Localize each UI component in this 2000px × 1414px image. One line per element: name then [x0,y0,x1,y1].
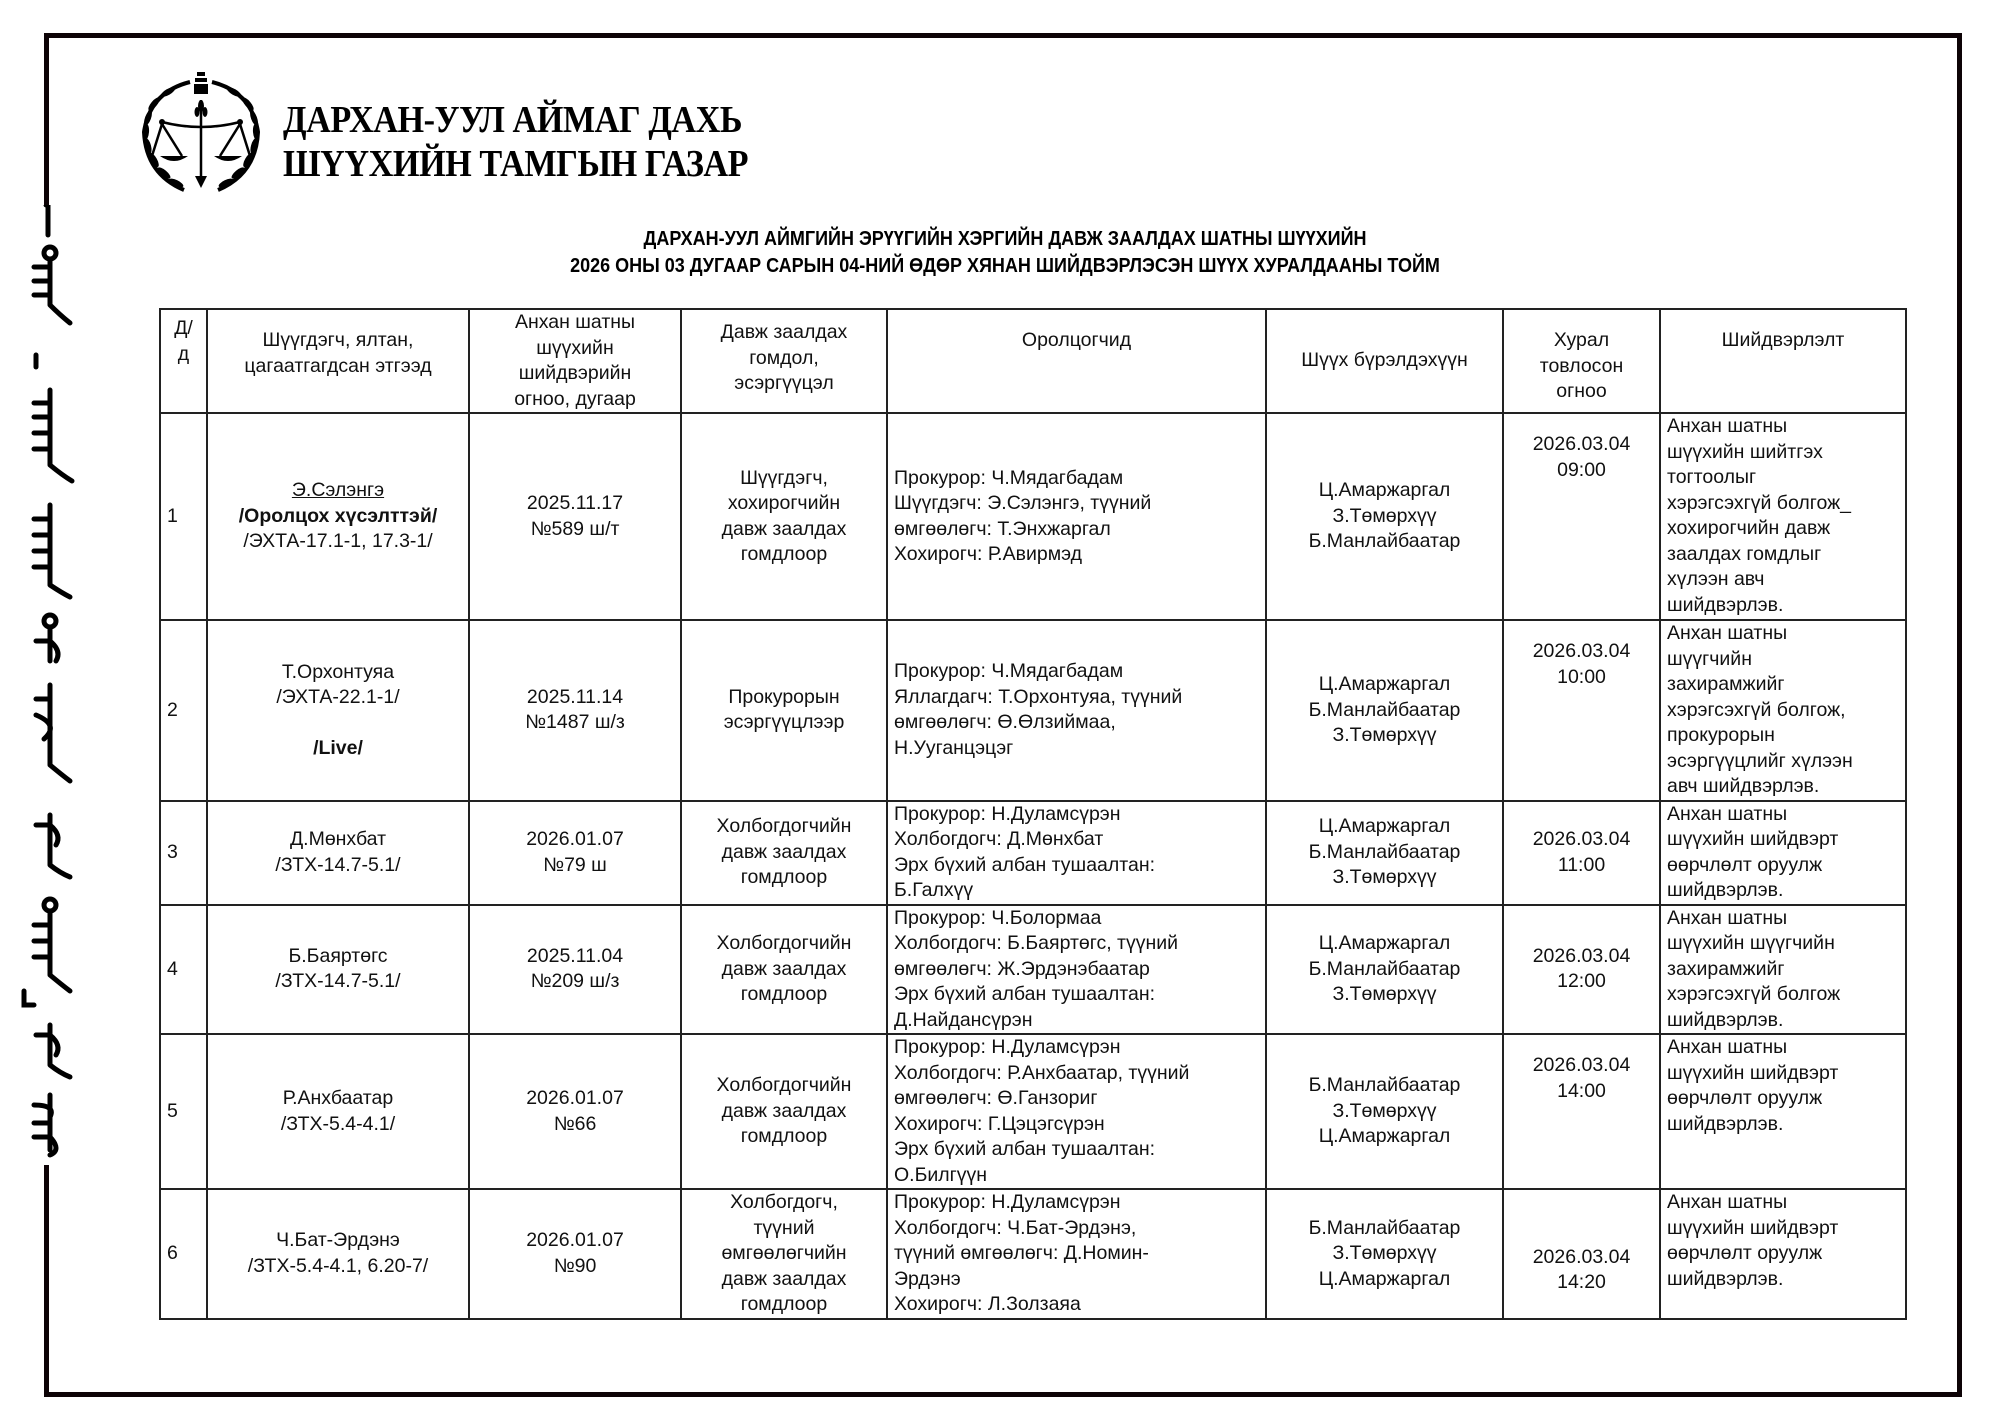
document-title-line2: 2026 ОНЫ 03 ДУГААР САРЫН 04-НИЙ ӨДӨР ХЯНАН ШИЙДВЭРЛЭСЭН ШҮҮХ ХУРАЛДААНЫ ТОЙМ [570,255,1440,277]
appeal-line: давж заалдах [721,1267,847,1290]
hearing-date-cell [1503,1034,1660,1189]
appeal-cell [681,1034,887,1189]
panel-line: Б.Манлайбаатар [1308,698,1461,721]
panel-cell [1266,905,1503,1035]
defendant-cell [207,1034,469,1189]
appeal-line: Прокурорын [728,685,840,708]
participants-cell [887,905,1266,1035]
column-header-appeal [681,309,887,413]
participants-line: Эрх бүхий албан тушаалтан: [894,853,1156,876]
hearing-date-line: 14:00 [1557,1079,1606,1102]
column-header-line: товлосон [1539,354,1624,377]
participants-line: Шүүгдэгч: Э.Сэлэнгэ, түүний [894,492,1152,514]
participants-line: Холбогдогч: Д.Мөнхбат [894,828,1104,850]
defendant-cell [207,620,469,801]
organization-name-line1: ДАРХАН-УУЛ АЙМАГ ДАХЬ [283,99,743,141]
table-row [160,905,1906,1035]
participants-line: О.Билгүүн [894,1163,988,1186]
participants-line: Яллагдагч: Т.Орхонтуяа, түүний [894,685,1183,708]
participants-line: Холбогдогч: Ч.Бат-Эрдэнэ, [894,1216,1137,1239]
participants-line: өмгөөлөгч: Т.Энхжаргал [894,517,1111,540]
hearing-date-line: 12:00 [1557,970,1606,993]
participants-line: өмгөөлөгч: Ө.Ганзориг [894,1087,1098,1109]
decision-line: өөрчлөлт оруулж [1667,1087,1823,1109]
appeal-cell [681,801,887,905]
decision-cell [1660,905,1906,1035]
column-header-line: Шүүх бүрэлдэхүүн [1301,349,1468,372]
panel-line: З.Төмөрхүү [1332,504,1437,527]
panel-cell [1266,1034,1503,1189]
hearing-schedule-table [159,308,1907,1320]
participants-line: Эрдэнэ [894,1267,961,1290]
first-instance-line: №1487 ш/з [525,711,625,734]
column-header-line: шүүхийн [536,336,614,359]
defendant-line: Т.Орхонтуяа [281,660,395,683]
appeal-line: давж заалдах [721,517,847,540]
participants-line: түүний өмгөөлөгч: Д.Номин- [894,1242,1149,1264]
column-header-line: Шийдвэрлэлт [1721,329,1845,351]
participants-line: Эрх бүхий албан тушаалтан: [894,983,1156,1005]
column-header-line: гомдол, [749,346,819,369]
first-instance-cell [469,1189,681,1319]
defendant-line: /ЭХТА-17.1-1, 17.3-1/ [243,530,433,553]
participants-line: Прокурор: Ч.Болормаа [894,906,1102,929]
participants-line: өмгөөлөгч: Ө.Өлзиймаа, [894,711,1116,734]
panel-cell [1266,620,1503,801]
first-instance-line: 2025.11.14 [526,685,624,708]
decision-line: шүүхийн шийдвэрт [1667,1216,1839,1239]
first-instance-line: 2026.01.07 [526,1087,624,1109]
participants-cell [887,620,1266,801]
first-instance-cell [469,905,681,1035]
panel-line: Б.Манлайбаатар [1308,957,1461,980]
table-row [160,413,1906,620]
column-header-decision [1660,309,1906,413]
appeal-line: Холбогдогчийн [716,1074,852,1097]
hearing-date-line: 2026.03.04 [1532,433,1631,455]
first-instance-line: 2025.11.17 [526,492,624,514]
column-header-first-instance [469,309,681,413]
hearing-date-cell [1503,1189,1660,1319]
document-title-line1: ДАРХАН-УУЛ АЙМГИЙН ЭРҮҮГИЙН ХЭРГИЙН ДАВЖ ЗААЛДАХ ШАТНЫ ШҮҮХИЙН [643,228,1367,250]
appeal-line: давж заалдах [721,840,847,863]
first-instance-cell [469,1034,681,1189]
participants-line: Хохирогч: Р.Авирмэд [894,543,1083,565]
first-instance-line: №209 ш/з [530,970,620,993]
participants-line: Прокурор: Н.Дуламсүрэн [894,802,1121,825]
panel-line: Ц.Амаржаргал [1318,673,1451,695]
panel-line: Ц.Амаржаргал [1318,932,1451,954]
decision-cell [1660,620,1906,801]
decision-cell [1660,801,1906,905]
defendant-cell [207,905,469,1035]
decision-line: шүүхийн шийдвэрт [1667,828,1839,850]
defendant-line: Ч.Бат-Эрдэнэ [276,1229,400,1252]
participants-cell [887,413,1266,620]
participants-line: Прокурор: Ч.Мядагбадам [894,466,1124,489]
first-instance-line: №589 ш/т [530,517,620,540]
decision-line: Анхан шатны [1667,802,1788,825]
panel-line: З.Төмөрхүү [1332,1099,1437,1122]
participants-line: Д.Найдансүрэн [894,1008,1033,1031]
mongolian-vertical-script-icon [0,205,92,1165]
panel-line: Ц.Амаржаргал [1318,479,1451,502]
panel-cell [1266,1189,1503,1319]
column-header-line: Анхан шатны [514,311,636,333]
decision-cell [1660,413,1906,620]
document-title [488,226,1523,280]
appeal-line: гомдлоор [740,1125,828,1148]
scales-of-justice-emblem-icon [138,70,264,198]
appeal-line: хохирогчийн [727,492,841,514]
column-header-line: цагаатгагдсан этгээд [244,354,432,377]
decision-line: шийдвэрлэв. [1667,879,1784,901]
column-header-line: Шүүгдэгч, ялтан, [262,329,414,351]
defendant-line: Д.Мөнхбат [289,828,387,850]
participants-cell [887,1034,1266,1189]
column-header-line: Оролцогчид [1021,329,1132,351]
decision-line: шийдвэрлэв. [1667,1267,1784,1290]
decision-line: шийдвэрлэв. [1667,1008,1784,1031]
appeal-line: Холбогдогчийн [716,932,852,954]
appeal-line: өмгөөлөгчийн [721,1242,847,1264]
decision-cell [1660,1189,1906,1319]
defendant-line: /Live/ [313,736,363,759]
row-number-cell: 6 [160,1189,207,1319]
appeal-cell [681,620,887,801]
defendant-line: /Оролцох хүсэлттэй/ [238,504,438,527]
appeal-line: гомдлоор [740,543,828,565]
panel-line: Ц.Амаржаргал [1318,1125,1451,1148]
participants-line: Н.Ууганцэцэг [894,736,1014,759]
decision-cell [1660,1034,1906,1189]
participants-cell [887,1189,1266,1319]
panel-line: Ц.Амаржаргал [1318,815,1451,838]
decision-line: хэрэгсэхгүй болгож, [1667,698,1846,721]
table-row [160,620,1906,801]
decision-line: Анхан шатны [1667,1036,1788,1058]
decision-line: шүүхийн шийдвэрт [1667,1061,1839,1084]
column-header-defendant [207,309,469,413]
defendant-line [214,711,462,736]
decision-line: өөрчлөлт оруулж [1667,1242,1823,1264]
column-header-number [160,309,207,413]
hearing-date-line: 11:00 [1557,853,1606,876]
first-instance-line: 2026.01.07 [526,828,624,850]
decision-line: Анхан шатны [1667,622,1788,644]
defendant-line: /ЗТХ-14.7-5.1/ [275,970,401,993]
participants-line: Прокурор: Ч.Мядагбадам [894,660,1124,683]
panel-cell [1266,413,1503,620]
first-instance-cell [469,620,681,801]
defendant-line: /ЗТХ-5.4-4.1/ [280,1112,396,1135]
row-number-cell: 3 [160,801,207,905]
column-header-line: огноо [1556,380,1607,402]
defendant-line: /ЗТХ-14.7-5.1/ [275,853,401,876]
row-number-cell: 5 [160,1034,207,1189]
appeal-cell [681,413,887,620]
decision-line: шүүхийн шийтгэх [1667,440,1823,463]
hearing-date-line: 2026.03.04 [1532,1054,1631,1076]
organization-name [283,98,748,186]
participants-line: Б.Галхүү [894,879,974,901]
participants-line: Прокурор: Н.Дуламсүрэн [894,1191,1121,1213]
decision-line: Анхан шатны [1667,1191,1788,1213]
row-number-cell: 1 [160,413,207,620]
appeal-line: Холбогдогч, [730,1191,838,1213]
panel-line: З.Төмөрхүү [1332,866,1437,889]
decision-line: эсэргүүцлийг хүлээн [1667,749,1853,772]
hearing-date-line: 09:00 [1557,458,1606,481]
hearing-date-line: 10:00 [1557,665,1606,688]
decision-line: прокурорын [1667,724,1775,746]
appeal-line: түүний [753,1216,815,1239]
first-instance-line: 2026.01.07 [526,1229,624,1252]
decision-line: шийдвэрлэв. [1667,1112,1784,1135]
participants-cell [887,801,1266,905]
table-row [160,1034,1906,1189]
defendant-line: /ЗТХ-5.4-4.1, 6.20-7/ [247,1254,429,1277]
hearing-date-cell [1503,801,1660,905]
decision-line: хүлээн авч [1667,568,1765,590]
table-row [160,801,1906,905]
column-header-participants [887,309,1266,413]
panel-line: Б.Манлайбаатар [1308,840,1461,863]
first-instance-line: 2025.11.04 [526,944,624,967]
defendant-line: /ЭХТА-22.1-1/ [276,686,400,708]
column-header-line: Давж заалдах [720,321,848,343]
appeal-line: гомдлоор [740,983,828,1005]
decision-line: шүүхийн шүүгчийн [1667,932,1835,954]
first-instance-line: №79 ш [543,853,607,876]
hearing-date-line: 2026.03.04 [1532,1245,1631,1268]
decision-line: шүүгчийн [1667,647,1752,670]
row-number-cell: 4 [160,905,207,1035]
decision-line: Анхан шатны [1667,906,1788,929]
decision-line: заалдах гомдлыг [1667,542,1822,565]
organization-name-line2: ШҮҮХИЙН ТАМГЫН ГАЗАР [283,143,749,185]
hearing-date-cell [1503,620,1660,801]
defendant-cell [207,413,469,620]
appeal-cell [681,905,887,1035]
column-header-line: д [177,342,190,365]
decision-line: хэрэгсэхгүй болгож_ [1667,491,1851,514]
table-header-row [160,309,1906,413]
panel-line: Б.Манлайбаатар [1308,530,1461,553]
decision-line: өөрчлөлт оруулж [1667,853,1823,876]
hearing-date-line: 2026.03.04 [1532,640,1631,662]
panel-line: Ц.Амаржаргал [1318,1267,1451,1290]
appeal-line: Холбогдогчийн [716,815,852,838]
panel-cell [1266,801,1503,905]
participants-line: Прокурор: Н.Дуламсүрэн [894,1036,1121,1058]
decision-line: захирамжийг [1667,957,1785,980]
defendant-cell [207,801,469,905]
defendant-line: Э.Сэлэнгэ [291,479,385,502]
column-header-line: огноо, дугаар [514,387,636,410]
column-header-hearing-date [1503,309,1660,413]
column-header-panel [1266,309,1503,413]
appeal-line: эсэргүүцлээр [723,711,845,734]
participants-line: Эрх бүхий албан тушаалтан: [894,1138,1156,1160]
decision-line: хэрэгсэхгүй болгож [1667,983,1841,1005]
participants-line: Холбогдогч: Б.Баяртөгс, түүний [894,932,1179,954]
panel-line: Б.Манлайбаатар [1308,1216,1461,1239]
panel-line: З.Төмөрхүү [1332,983,1437,1005]
decision-line: хохирогчийн давж [1667,517,1831,539]
participants-line: Холбогдогч: Р.Анхбаатар, түүний [894,1061,1190,1084]
appeal-line: давж заалдах [721,957,847,980]
participants-line: Хохирогч: Л.Золзаяа [894,1293,1081,1315]
defendant-line: Б.Баяртөгс [288,944,388,967]
defendant-line: Р.Анхбаатар [282,1087,394,1109]
appeal-line: давж заалдах [721,1099,847,1122]
decision-line: Анхан шатны [1667,415,1788,437]
decision-line: шийдвэрлэв. [1667,593,1784,616]
hearing-date-cell [1503,905,1660,1035]
decision-line: тогтоолыг [1667,466,1757,488]
hearing-date-line: 14:20 [1557,1271,1606,1293]
panel-line: З.Төмөрхүү [1332,724,1437,746]
column-header-line: Хурал [1553,329,1610,351]
appeal-cell [681,1189,887,1319]
appeal-line: Шүүгдэгч, [740,466,828,489]
hearing-date-line: 2026.03.04 [1532,944,1631,967]
panel-line: З.Төмөрхүү [1332,1242,1437,1264]
table-row [160,1189,1906,1319]
column-header-line: эсэргүүцэл [734,372,834,394]
first-instance-cell [469,801,681,905]
column-header-line: Д/ [174,317,193,339]
defendant-cell [207,1189,469,1319]
decision-line: авч шийдвэрлэв. [1667,775,1820,797]
appeal-line: гомдлоор [740,866,828,889]
first-instance-line: №90 [553,1254,597,1277]
first-instance-line: №66 [553,1112,597,1135]
appeal-line: гомдлоор [740,1293,828,1315]
participants-line: өмгөөлөгч: Ж.Эрдэнэбаатар [894,957,1150,980]
column-header-line: шийдвэрийн [518,362,632,384]
decision-line: захирамжийг [1667,673,1785,695]
row-number-cell: 2 [160,620,207,801]
hearing-date-line: 2026.03.04 [1532,828,1631,850]
first-instance-cell [469,413,681,620]
participants-line: Хохирогч: Г.Цэцэгсүрэн [894,1112,1105,1135]
hearing-date-cell [1503,413,1660,620]
panel-line: Б.Манлайбаатар [1308,1074,1461,1097]
